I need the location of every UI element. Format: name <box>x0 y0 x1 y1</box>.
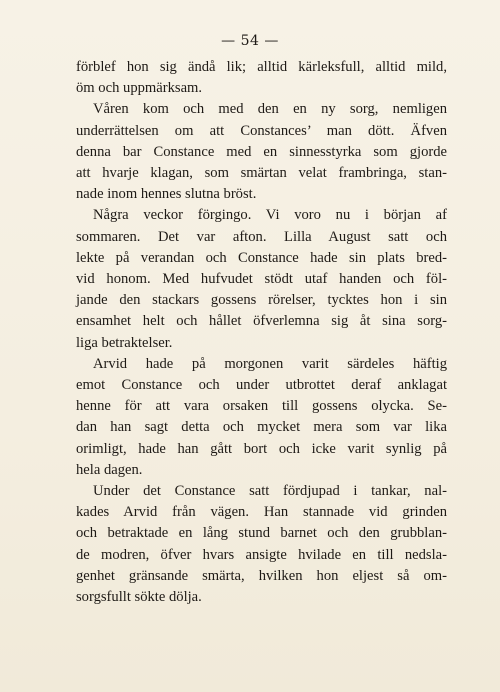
text-line: nade inom hennes slutna bröst. <box>76 186 257 203</box>
text-line: kades Arvid från vägen. Han stannade vid grinden <box>76 504 447 521</box>
text-line: genhet gränsande smärta, hvilken hon eljest så om- <box>76 567 447 584</box>
text-line: de modren, öfver hvars ansigte hvilade en till nedsla- <box>76 546 447 563</box>
text-line: sorgsfullt sökte dölja. <box>76 589 202 606</box>
text-line: Arvid hade på morgonen varit särdeles häftig <box>93 355 447 372</box>
text-line: sommaren. Det var afton. Lilla August satt och <box>76 228 447 245</box>
text-line: ensamhet helt och hållet öfverlemna sig åt sina sorg- <box>76 313 447 330</box>
text-line: vid honom. Med hufvudet stödt utaf handen och föl- <box>76 271 447 288</box>
text-line: lekte på verandan och Constance hade sin plats bred- <box>76 249 447 266</box>
text-line: dan han sagt detta och mycket mera som var lika <box>76 419 447 436</box>
text-line: liga betraktelser. <box>76 334 173 351</box>
text-line: att hvarje klagan, som smärtan velat frambringa, stan- <box>76 165 447 182</box>
text-line: öm och uppmärksam. <box>76 80 203 97</box>
text-line: orimligt, hade han gått bort och icke varit synlig på <box>76 440 447 457</box>
text-line: underrättelsen om att Constances’ man dött. Äfven <box>76 122 447 139</box>
text-line: hela dagen. <box>76 461 143 478</box>
page-number: — 54 — <box>221 33 279 49</box>
text-line: förblef hon sig ändå lik; alltid kärleksfull, alltid mild, <box>76 59 447 75</box>
body-text <box>76 57 447 608</box>
text-line: Våren kom och med den en ny sorg, nemligen <box>93 101 447 118</box>
text-line: och betraktade en lång stund barnet och den grubblan- <box>76 525 447 542</box>
text-line: henne för att vara orsaken till gossens olycka. Se- <box>76 398 447 415</box>
text-line: Några veckor förgingo. Vi voro nu i början af <box>93 207 447 224</box>
text-line: Under det Constance satt fördjupad i tankar, nal- <box>93 483 447 500</box>
text-line: emot Constance och under utbrottet deraf anklagat <box>76 377 447 394</box>
text-line: denna bar Constance med en sinnesstyrka som gjorde <box>76 143 447 160</box>
text-line: jande den stackars gossens rörelser, tycktes hon i sin <box>76 292 447 309</box>
